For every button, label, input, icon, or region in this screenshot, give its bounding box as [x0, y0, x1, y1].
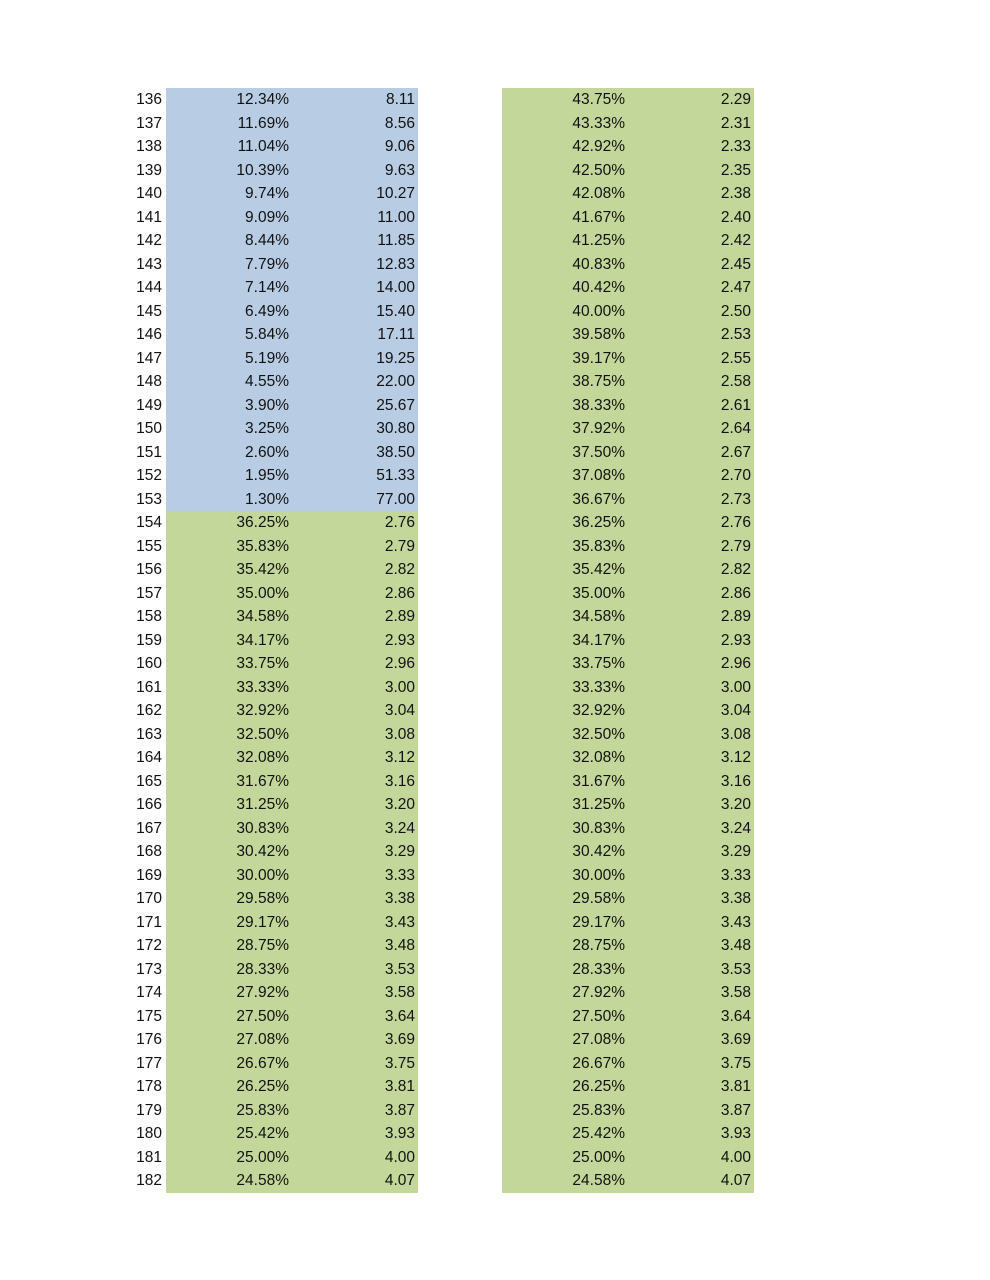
row-number: 148	[136, 373, 162, 390]
percent-cell-right: 28.33%	[502, 958, 628, 982]
table-row	[0, 253, 990, 277]
value-cell-right: 4.07	[628, 1169, 754, 1193]
table-row	[0, 1075, 990, 1099]
value-cell-right: 2.96	[628, 652, 754, 676]
value-cell-left: 3.53	[292, 958, 418, 982]
table-row	[0, 159, 990, 183]
percent-cell-left: 11.04%	[166, 135, 292, 159]
percent-cell-left: 7.14%	[166, 276, 292, 300]
value-cell-left: 3.33	[292, 864, 418, 888]
percent-cell-left: 12.34%	[166, 88, 292, 112]
percent-cell-right: 40.42%	[502, 276, 628, 300]
table-row	[0, 1005, 990, 1029]
percent-cell-right: 42.08%	[502, 182, 628, 206]
value-cell-left: 2.86	[292, 582, 418, 606]
percent-cell-left: 33.33%	[166, 676, 292, 700]
percent-cell-left: 30.42%	[166, 840, 292, 864]
value-cell-left: 3.00	[292, 676, 418, 700]
percent-cell-right: 31.67%	[502, 770, 628, 794]
row-number: 178	[136, 1078, 162, 1095]
table-row	[0, 441, 990, 465]
value-cell-left: 9.63	[292, 159, 418, 183]
table-row	[0, 817, 990, 841]
table-row	[0, 723, 990, 747]
value-cell-right: 3.58	[628, 981, 754, 1005]
value-cell-left: 3.48	[292, 934, 418, 958]
percent-cell-right: 35.42%	[502, 558, 628, 582]
row-number: 162	[136, 702, 162, 719]
percent-cell-right: 38.75%	[502, 370, 628, 394]
value-cell-left: 22.00	[292, 370, 418, 394]
percent-cell-right: 43.75%	[502, 88, 628, 112]
table-row	[0, 1052, 990, 1076]
row-number: 173	[136, 960, 162, 978]
percent-cell-left: 32.50%	[166, 723, 292, 747]
row-number: 154	[136, 514, 162, 531]
percent-cell-right: 37.50%	[502, 441, 628, 465]
percent-cell-left: 27.92%	[166, 981, 292, 1005]
value-cell-left: 3.29	[292, 840, 418, 864]
percent-cell-right: 39.58%	[502, 323, 628, 347]
value-cell-right: 3.53	[628, 958, 754, 982]
percent-cell-right: 40.83%	[502, 253, 628, 277]
row-number: 155	[136, 537, 162, 555]
row-number: 164	[136, 749, 162, 766]
value-cell-right: 2.73	[628, 488, 754, 512]
value-cell-left: 30.80	[292, 417, 418, 441]
table-row	[0, 652, 990, 676]
value-cell-left: 17.11	[292, 323, 418, 347]
percent-cell-right: 24.58%	[502, 1169, 628, 1193]
value-cell-right: 2.42	[628, 229, 754, 253]
value-cell-right: 2.89	[628, 605, 754, 629]
value-cell-left: 2.89	[292, 605, 418, 629]
percent-cell-right: 38.33%	[502, 394, 628, 418]
value-cell-right: 2.61	[628, 394, 754, 418]
percent-cell-right: 39.17%	[502, 347, 628, 371]
percent-cell-right: 32.50%	[502, 723, 628, 747]
row-number: 172	[136, 937, 162, 954]
value-cell-right: 2.55	[628, 347, 754, 371]
percent-cell-right: 30.00%	[502, 864, 628, 888]
table-row	[0, 1122, 990, 1146]
value-cell-right: 2.31	[628, 112, 754, 136]
value-cell-left: 25.67	[292, 394, 418, 418]
value-cell-right: 2.45	[628, 253, 754, 277]
value-cell-right: 3.29	[628, 840, 754, 864]
percent-cell-right: 30.42%	[502, 840, 628, 864]
value-cell-left: 19.25	[292, 347, 418, 371]
table-row	[0, 770, 990, 794]
table-row	[0, 558, 990, 582]
row-number: 167	[136, 819, 162, 837]
table-row	[0, 88, 990, 112]
percent-cell-left: 35.00%	[166, 582, 292, 606]
table-row	[0, 300, 990, 324]
table-row	[0, 182, 990, 206]
percent-cell-left: 3.25%	[166, 417, 292, 441]
table-row	[0, 464, 990, 488]
value-cell-left: 15.40	[292, 300, 418, 324]
value-cell-left: 12.83	[292, 253, 418, 277]
value-cell-left: 3.08	[292, 723, 418, 747]
percent-cell-left: 31.67%	[166, 770, 292, 794]
table-row	[0, 276, 990, 300]
percent-cell-right: 37.92%	[502, 417, 628, 441]
table-row	[0, 206, 990, 230]
value-cell-right: 2.33	[628, 135, 754, 159]
percent-cell-left: 32.08%	[166, 746, 292, 770]
row-number: 176	[136, 1031, 162, 1048]
percent-cell-right: 26.25%	[502, 1075, 628, 1099]
value-cell-left: 3.04	[292, 699, 418, 723]
percent-cell-left: 34.17%	[166, 629, 292, 653]
percent-cell-left: 28.33%	[166, 958, 292, 982]
row-number: 140	[136, 185, 162, 202]
percent-cell-right: 33.33%	[502, 676, 628, 700]
percent-cell-right: 35.83%	[502, 535, 628, 559]
table-row	[0, 488, 990, 512]
percent-cell-right: 36.67%	[502, 488, 628, 512]
value-cell-right: 3.75	[628, 1052, 754, 1076]
percent-cell-right: 37.08%	[502, 464, 628, 488]
percent-cell-left: 24.58%	[166, 1169, 292, 1193]
value-cell-left: 2.93	[292, 629, 418, 653]
table-row	[0, 535, 990, 559]
percent-cell-right: 27.92%	[502, 981, 628, 1005]
table-row	[0, 981, 990, 1005]
value-cell-right: 3.00	[628, 676, 754, 700]
percent-cell-left: 30.83%	[166, 817, 292, 841]
table-row	[0, 958, 990, 982]
row-number: 147	[136, 349, 162, 367]
value-cell-right: 3.12	[628, 746, 754, 770]
value-cell-left: 2.79	[292, 535, 418, 559]
value-cell-left: 3.69	[292, 1028, 418, 1052]
percent-cell-right: 30.83%	[502, 817, 628, 841]
value-cell-right: 4.00	[628, 1146, 754, 1170]
row-number: 142	[136, 232, 162, 249]
value-cell-right: 3.24	[628, 817, 754, 841]
percent-cell-left: 5.19%	[166, 347, 292, 371]
table-row	[0, 699, 990, 723]
percent-cell-right: 25.00%	[502, 1146, 628, 1170]
value-cell-right: 3.08	[628, 723, 754, 747]
value-cell-left: 2.96	[292, 652, 418, 676]
value-cell-left: 11.00	[292, 206, 418, 230]
percent-cell-left: 11.69%	[166, 112, 292, 136]
percent-cell-left: 10.39%	[166, 159, 292, 183]
percent-cell-left: 6.49%	[166, 300, 292, 324]
table-row	[0, 417, 990, 441]
row-number: 146	[136, 326, 162, 343]
row-number: 161	[136, 678, 162, 696]
percent-cell-right: 43.33%	[502, 112, 628, 136]
table-row	[0, 582, 990, 606]
value-cell-right: 3.38	[628, 887, 754, 911]
table-row	[0, 1028, 990, 1052]
percent-cell-left: 7.79%	[166, 253, 292, 277]
value-cell-right: 2.47	[628, 276, 754, 300]
row-number: 139	[136, 161, 162, 179]
percent-cell-left: 29.58%	[166, 887, 292, 911]
row-number: 156	[136, 561, 162, 578]
table-row	[0, 676, 990, 700]
percent-cell-left: 28.75%	[166, 934, 292, 958]
percent-cell-right: 34.58%	[502, 605, 628, 629]
value-cell-left: 3.64	[292, 1005, 418, 1029]
value-cell-right: 3.33	[628, 864, 754, 888]
value-cell-left: 3.16	[292, 770, 418, 794]
value-cell-right: 2.70	[628, 464, 754, 488]
value-cell-left: 3.24	[292, 817, 418, 841]
percent-cell-left: 1.95%	[166, 464, 292, 488]
row-number: 136	[136, 91, 162, 108]
row-number: 169	[136, 866, 162, 884]
value-cell-left: 8.56	[292, 112, 418, 136]
percent-cell-right: 33.75%	[502, 652, 628, 676]
value-cell-right: 2.79	[628, 535, 754, 559]
table-row	[0, 605, 990, 629]
value-cell-left: 11.85	[292, 229, 418, 253]
table-row	[0, 370, 990, 394]
row-number: 141	[136, 208, 162, 226]
table-row	[0, 864, 990, 888]
table-row	[0, 229, 990, 253]
percent-cell-left: 25.00%	[166, 1146, 292, 1170]
row-number: 166	[136, 796, 162, 813]
row-number: 174	[136, 984, 162, 1001]
percent-cell-left: 36.25%	[166, 511, 292, 535]
row-number: 152	[136, 467, 162, 484]
value-cell-right: 3.20	[628, 793, 754, 817]
percent-cell-right: 26.67%	[502, 1052, 628, 1076]
percent-cell-right: 34.17%	[502, 629, 628, 653]
value-cell-right: 3.69	[628, 1028, 754, 1052]
row-number: 163	[136, 725, 162, 743]
row-number: 175	[136, 1007, 162, 1025]
percent-cell-left: 3.90%	[166, 394, 292, 418]
percent-cell-right: 40.00%	[502, 300, 628, 324]
percent-cell-right: 41.25%	[502, 229, 628, 253]
table-row	[0, 840, 990, 864]
value-cell-left: 3.93	[292, 1122, 418, 1146]
percent-cell-right: 35.00%	[502, 582, 628, 606]
value-cell-left: 3.58	[292, 981, 418, 1005]
table-row	[0, 1169, 990, 1193]
value-cell-right: 2.40	[628, 206, 754, 230]
row-number: 182	[136, 1172, 162, 1189]
value-cell-left: 8.11	[292, 88, 418, 112]
percent-cell-right: 42.50%	[502, 159, 628, 183]
row-number: 177	[136, 1054, 162, 1072]
value-cell-right: 2.67	[628, 441, 754, 465]
row-number: 144	[136, 279, 162, 296]
percent-cell-left: 5.84%	[166, 323, 292, 347]
row-number: 153	[136, 490, 162, 508]
value-cell-left: 10.27	[292, 182, 418, 206]
spreadsheet-table	[0, 88, 990, 1193]
value-cell-left: 3.87	[292, 1099, 418, 1123]
percent-cell-left: 9.09%	[166, 206, 292, 230]
row-number: 160	[136, 655, 162, 672]
value-cell-right: 3.81	[628, 1075, 754, 1099]
value-cell-left: 3.75	[292, 1052, 418, 1076]
value-cell-left: 2.82	[292, 558, 418, 582]
row-number: 165	[136, 772, 162, 790]
value-cell-left: 3.12	[292, 746, 418, 770]
value-cell-left: 77.00	[292, 488, 418, 512]
table-row	[0, 934, 990, 958]
value-cell-right: 2.76	[628, 511, 754, 535]
table-row	[0, 323, 990, 347]
value-cell-left: 3.81	[292, 1075, 418, 1099]
table-row	[0, 394, 990, 418]
row-number: 145	[136, 302, 162, 320]
value-cell-right: 2.35	[628, 159, 754, 183]
row-number: 150	[136, 420, 162, 437]
table-row	[0, 511, 990, 535]
percent-cell-left: 31.25%	[166, 793, 292, 817]
row-number: 170	[136, 890, 162, 907]
value-cell-right: 2.29	[628, 88, 754, 112]
value-cell-left: 38.50	[292, 441, 418, 465]
table-row	[0, 112, 990, 136]
value-cell-right: 2.82	[628, 558, 754, 582]
value-cell-right: 2.93	[628, 629, 754, 653]
percent-cell-left: 30.00%	[166, 864, 292, 888]
table-row	[0, 793, 990, 817]
table-row	[0, 746, 990, 770]
value-cell-right: 3.43	[628, 911, 754, 935]
percent-cell-right: 32.92%	[502, 699, 628, 723]
percent-cell-right: 25.83%	[502, 1099, 628, 1123]
percent-cell-left: 1.30%	[166, 488, 292, 512]
percent-cell-left: 25.42%	[166, 1122, 292, 1146]
value-cell-left: 2.76	[292, 511, 418, 535]
percent-cell-left: 29.17%	[166, 911, 292, 935]
value-cell-right: 3.93	[628, 1122, 754, 1146]
value-cell-right: 3.64	[628, 1005, 754, 1029]
table-row	[0, 347, 990, 371]
percent-cell-left: 27.08%	[166, 1028, 292, 1052]
table-row	[0, 911, 990, 935]
percent-cell-left: 35.83%	[166, 535, 292, 559]
percent-cell-left: 27.50%	[166, 1005, 292, 1029]
percent-cell-left: 33.75%	[166, 652, 292, 676]
value-cell-left: 3.43	[292, 911, 418, 935]
percent-cell-right: 41.67%	[502, 206, 628, 230]
value-cell-right: 2.86	[628, 582, 754, 606]
value-cell-right: 2.38	[628, 182, 754, 206]
value-cell-left: 51.33	[292, 464, 418, 488]
percent-cell-left: 34.58%	[166, 605, 292, 629]
row-number: 158	[136, 608, 162, 625]
table-row	[0, 887, 990, 911]
percent-cell-right: 25.42%	[502, 1122, 628, 1146]
value-cell-left: 9.06	[292, 135, 418, 159]
percent-cell-right: 28.75%	[502, 934, 628, 958]
table-row	[0, 135, 990, 159]
value-cell-right: 2.53	[628, 323, 754, 347]
row-number: 171	[136, 913, 162, 931]
row-number: 157	[136, 584, 162, 602]
row-number: 143	[136, 255, 162, 273]
value-cell-right: 2.64	[628, 417, 754, 441]
row-number: 149	[136, 396, 162, 414]
table-row	[0, 629, 990, 653]
percent-cell-right: 32.08%	[502, 746, 628, 770]
value-cell-left: 4.00	[292, 1146, 418, 1170]
row-number: 159	[136, 631, 162, 649]
row-number: 181	[136, 1148, 162, 1166]
table-row	[0, 1099, 990, 1123]
percent-cell-left: 25.83%	[166, 1099, 292, 1123]
percent-cell-right: 42.92%	[502, 135, 628, 159]
value-cell-right: 3.16	[628, 770, 754, 794]
value-cell-left: 4.07	[292, 1169, 418, 1193]
percent-cell-right: 31.25%	[502, 793, 628, 817]
percent-cell-left: 26.25%	[166, 1075, 292, 1099]
row-number: 180	[136, 1125, 162, 1142]
percent-cell-left: 26.67%	[166, 1052, 292, 1076]
percent-cell-left: 8.44%	[166, 229, 292, 253]
row-number: 168	[136, 843, 162, 860]
value-cell-left: 3.38	[292, 887, 418, 911]
percent-cell-left: 9.74%	[166, 182, 292, 206]
row-number: 151	[136, 443, 162, 461]
row-number: 138	[136, 138, 162, 155]
percent-cell-left: 32.92%	[166, 699, 292, 723]
value-cell-right: 3.04	[628, 699, 754, 723]
row-number: 137	[136, 114, 162, 132]
value-cell-right: 2.58	[628, 370, 754, 394]
value-cell-left: 3.20	[292, 793, 418, 817]
value-cell-right: 3.48	[628, 934, 754, 958]
row-number: 179	[136, 1101, 162, 1119]
percent-cell-right: 27.50%	[502, 1005, 628, 1029]
value-cell-right: 2.50	[628, 300, 754, 324]
value-cell-left: 14.00	[292, 276, 418, 300]
percent-cell-right: 27.08%	[502, 1028, 628, 1052]
percent-cell-left: 35.42%	[166, 558, 292, 582]
percent-cell-right: 36.25%	[502, 511, 628, 535]
table-row	[0, 1146, 990, 1170]
value-cell-right: 3.87	[628, 1099, 754, 1123]
percent-cell-right: 29.17%	[502, 911, 628, 935]
percent-cell-left: 2.60%	[166, 441, 292, 465]
percent-cell-right: 29.58%	[502, 887, 628, 911]
percent-cell-left: 4.55%	[166, 370, 292, 394]
